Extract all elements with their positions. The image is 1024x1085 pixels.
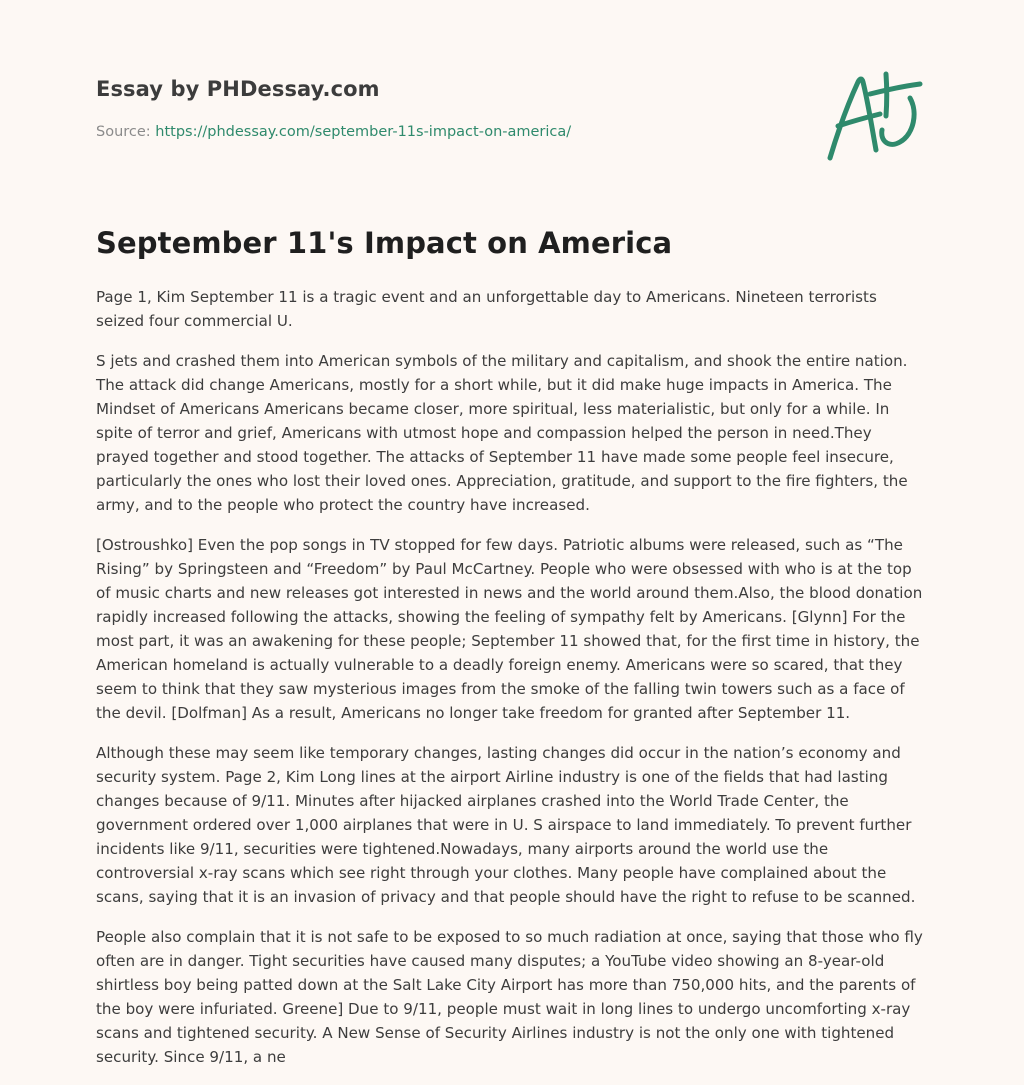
essay-paragraph: [Ostroushko] Even the pop songs in TV stopped for few days. Patriotic albums were released, such as “The Rising” by Springsteen and “Freedom” by Paul McCartney. People who were obsessed with who is at the top of music charts and new releases got interested in news and the world around them.Also, the blood donation rapidly increased following the attacks, showing the feeling of sympathy felt by Americans. [Glynn] For the most part, it was an awakening for these people; September 11 showed that, for the first time in history, the American homeland is actually vulnerable to a deadly foreign enemy. Americans were so scared, that they seem to think that they saw mysterious images from the smoke of the falling twin towers such as a face of the devil. [Dolfman] As a result, Americans no longer take freedom for granted after September 11. — [96, 536, 923, 722]
essay-body — [96, 285, 928, 1085]
page-header — [96, 0, 928, 210]
essay-paragraph: S jets and crashed them into American symbols of the military and capitalism, and shook the entire nation. The attack did change Americans, mostly for a short while, but it did make huge impacts in America. The Mindset of Americans Americans became closer, more spiritual, less materialistic, but only for a while. In spite of terror and grief, Americans with utmost hope and compassion helped the person in need.They prayed together and stood together. The attacks of September 11 have made some people feel insecure, particularly the ones who lost their loved ones. Appreciation, gratitude, and support to the fire fighters, the army, and to the people who protect the country have increased. — [96, 352, 908, 514]
essay-paragraph: People also complain that it is not safe to be exposed to so much radiation at once, saying that those who fly often are in danger. Tight securities have caused many disputes; a YouTube video showing an 8-year-old shirtless boy being patted down at the Salt Lake City Airport has more than 750,000 hits, and the parents of the boy were infuriated. Greene] Due to 9/11, people must wait in long lines to undergo uncomforting x-ray scans and tightened security. A New Sense of Security Airlines industry is not the only one with tightened security. Since 9/11, a ne — [96, 928, 923, 1066]
source-link[interactable]: https://phdessay.com/september-11s-impact-on-america/ — [155, 124, 572, 140]
essay-page — [96, 0, 928, 1066]
essay-paragraph: Although these may seem like temporary changes, lasting changes did occur in the nation’s economy and security system. Page 2, Kim Long lines at the airport Airline industry is one of the fields that had lasting changes because of 9/11. Minutes after hijacked airplanes crashed into the World Trade Center, the government ordered over 1,000 airplanes that were in U. S airspace to land immediately. To prevent further incidents like 9/11, securities were tightened.Nowadays, many airports around the world use the controversial x-ray scans which see right through your clothes. Many people have complained about the scans, saying that it is an invasion of privacy and that people should have the right to refuse to be scanned. — [96, 744, 916, 906]
source-line — [96, 124, 571, 140]
site-title: Essay by PHDessay.com — [96, 77, 380, 101]
essay-title: September 11's Impact on America — [96, 226, 673, 260]
essay-paragraph: Page 1, Kim September 11 is a tragic event and an unforgettable day to Americans. Nineteen terrorists seized four commercial U. — [96, 288, 877, 330]
a-plus-logo-icon — [824, 68, 924, 164]
source-label: Source: — [96, 124, 156, 140]
